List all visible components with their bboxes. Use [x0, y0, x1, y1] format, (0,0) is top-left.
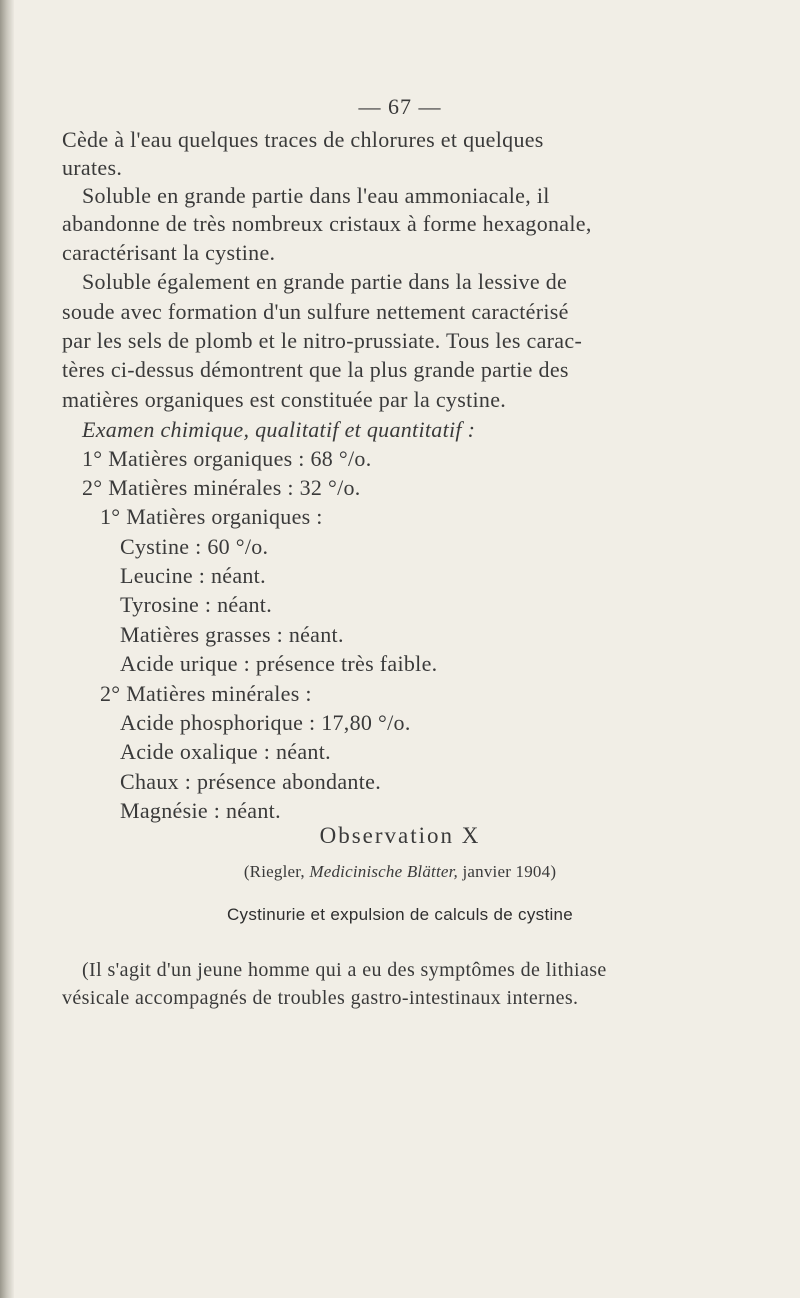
- text-line: urates.: [62, 155, 123, 180]
- observation-text-line: vésicale accompagnés de troubles gastro-intestinaux internes.: [62, 987, 579, 1009]
- text-line: tères ci-dessus démontrent que la plus grande partie des: [62, 357, 569, 382]
- exam-item: Matières grasses : néant.: [120, 622, 344, 647]
- exam-heading: Examen chimique, qualitatif et quantitatif :: [82, 417, 476, 442]
- observation-text-line: (Il s'agit d'un jeune homme qui a eu des symptômes de lithiase: [82, 959, 607, 981]
- text-line: matières organiques est constituée par la cystine.: [62, 387, 507, 412]
- reference-date: janvier 1904): [462, 862, 557, 881]
- text-line: abandonne de très nombreux cristaux à forme hexagonale,: [62, 211, 592, 236]
- exam-item: 2° Matières minérales :: [100, 681, 312, 706]
- exam-item: Acide phosphorique : 17,80 °/o.: [120, 710, 411, 735]
- observation-title: Observation X: [319, 823, 481, 848]
- exam-item: 1° Matières organiques :: [100, 504, 323, 529]
- observation-subtitle: Cystinurie et expulsion de calculs de cystine: [226, 905, 574, 924]
- text-line: Cède à l'eau quelques traces de chlorures et quelques: [62, 127, 544, 152]
- reference-journal: Medicinische Blätter,: [309, 862, 459, 881]
- observation-reference: [0, 862, 800, 882]
- exam-item: Cystine : 60 °/o.: [120, 534, 269, 559]
- text-line: caractérisant la cystine.: [62, 240, 276, 265]
- exam-item: Chaux : présence abondante.: [120, 769, 382, 794]
- exam-item: Acide urique : présence très faible.: [120, 651, 438, 676]
- exam-item: 2° Matières minérales : 32 °/o.: [82, 475, 361, 500]
- text-line: Soluble en grande partie dans l'eau ammoniacale, il: [82, 183, 550, 208]
- reference-author: (Riegler,: [243, 862, 305, 881]
- exam-item: 1° Matières organiques : 68 °/o.: [82, 446, 372, 471]
- text-line: soude avec formation d'un sulfure nettement caractérisé: [62, 299, 569, 324]
- exam-item: Leucine : néant.: [120, 563, 266, 588]
- text-line: Soluble également en grande partie dans la lessive de: [82, 269, 568, 294]
- text-line: par les sels de plomb et le nitro-prussiate. Tous les carac-: [62, 328, 583, 353]
- exam-item: Magnésie : néant.: [120, 798, 281, 823]
- page-number: — 67 —: [358, 94, 442, 119]
- exam-item: Tyrosine : néant.: [120, 592, 273, 617]
- exam-item: Acide oxalique : néant.: [120, 739, 331, 764]
